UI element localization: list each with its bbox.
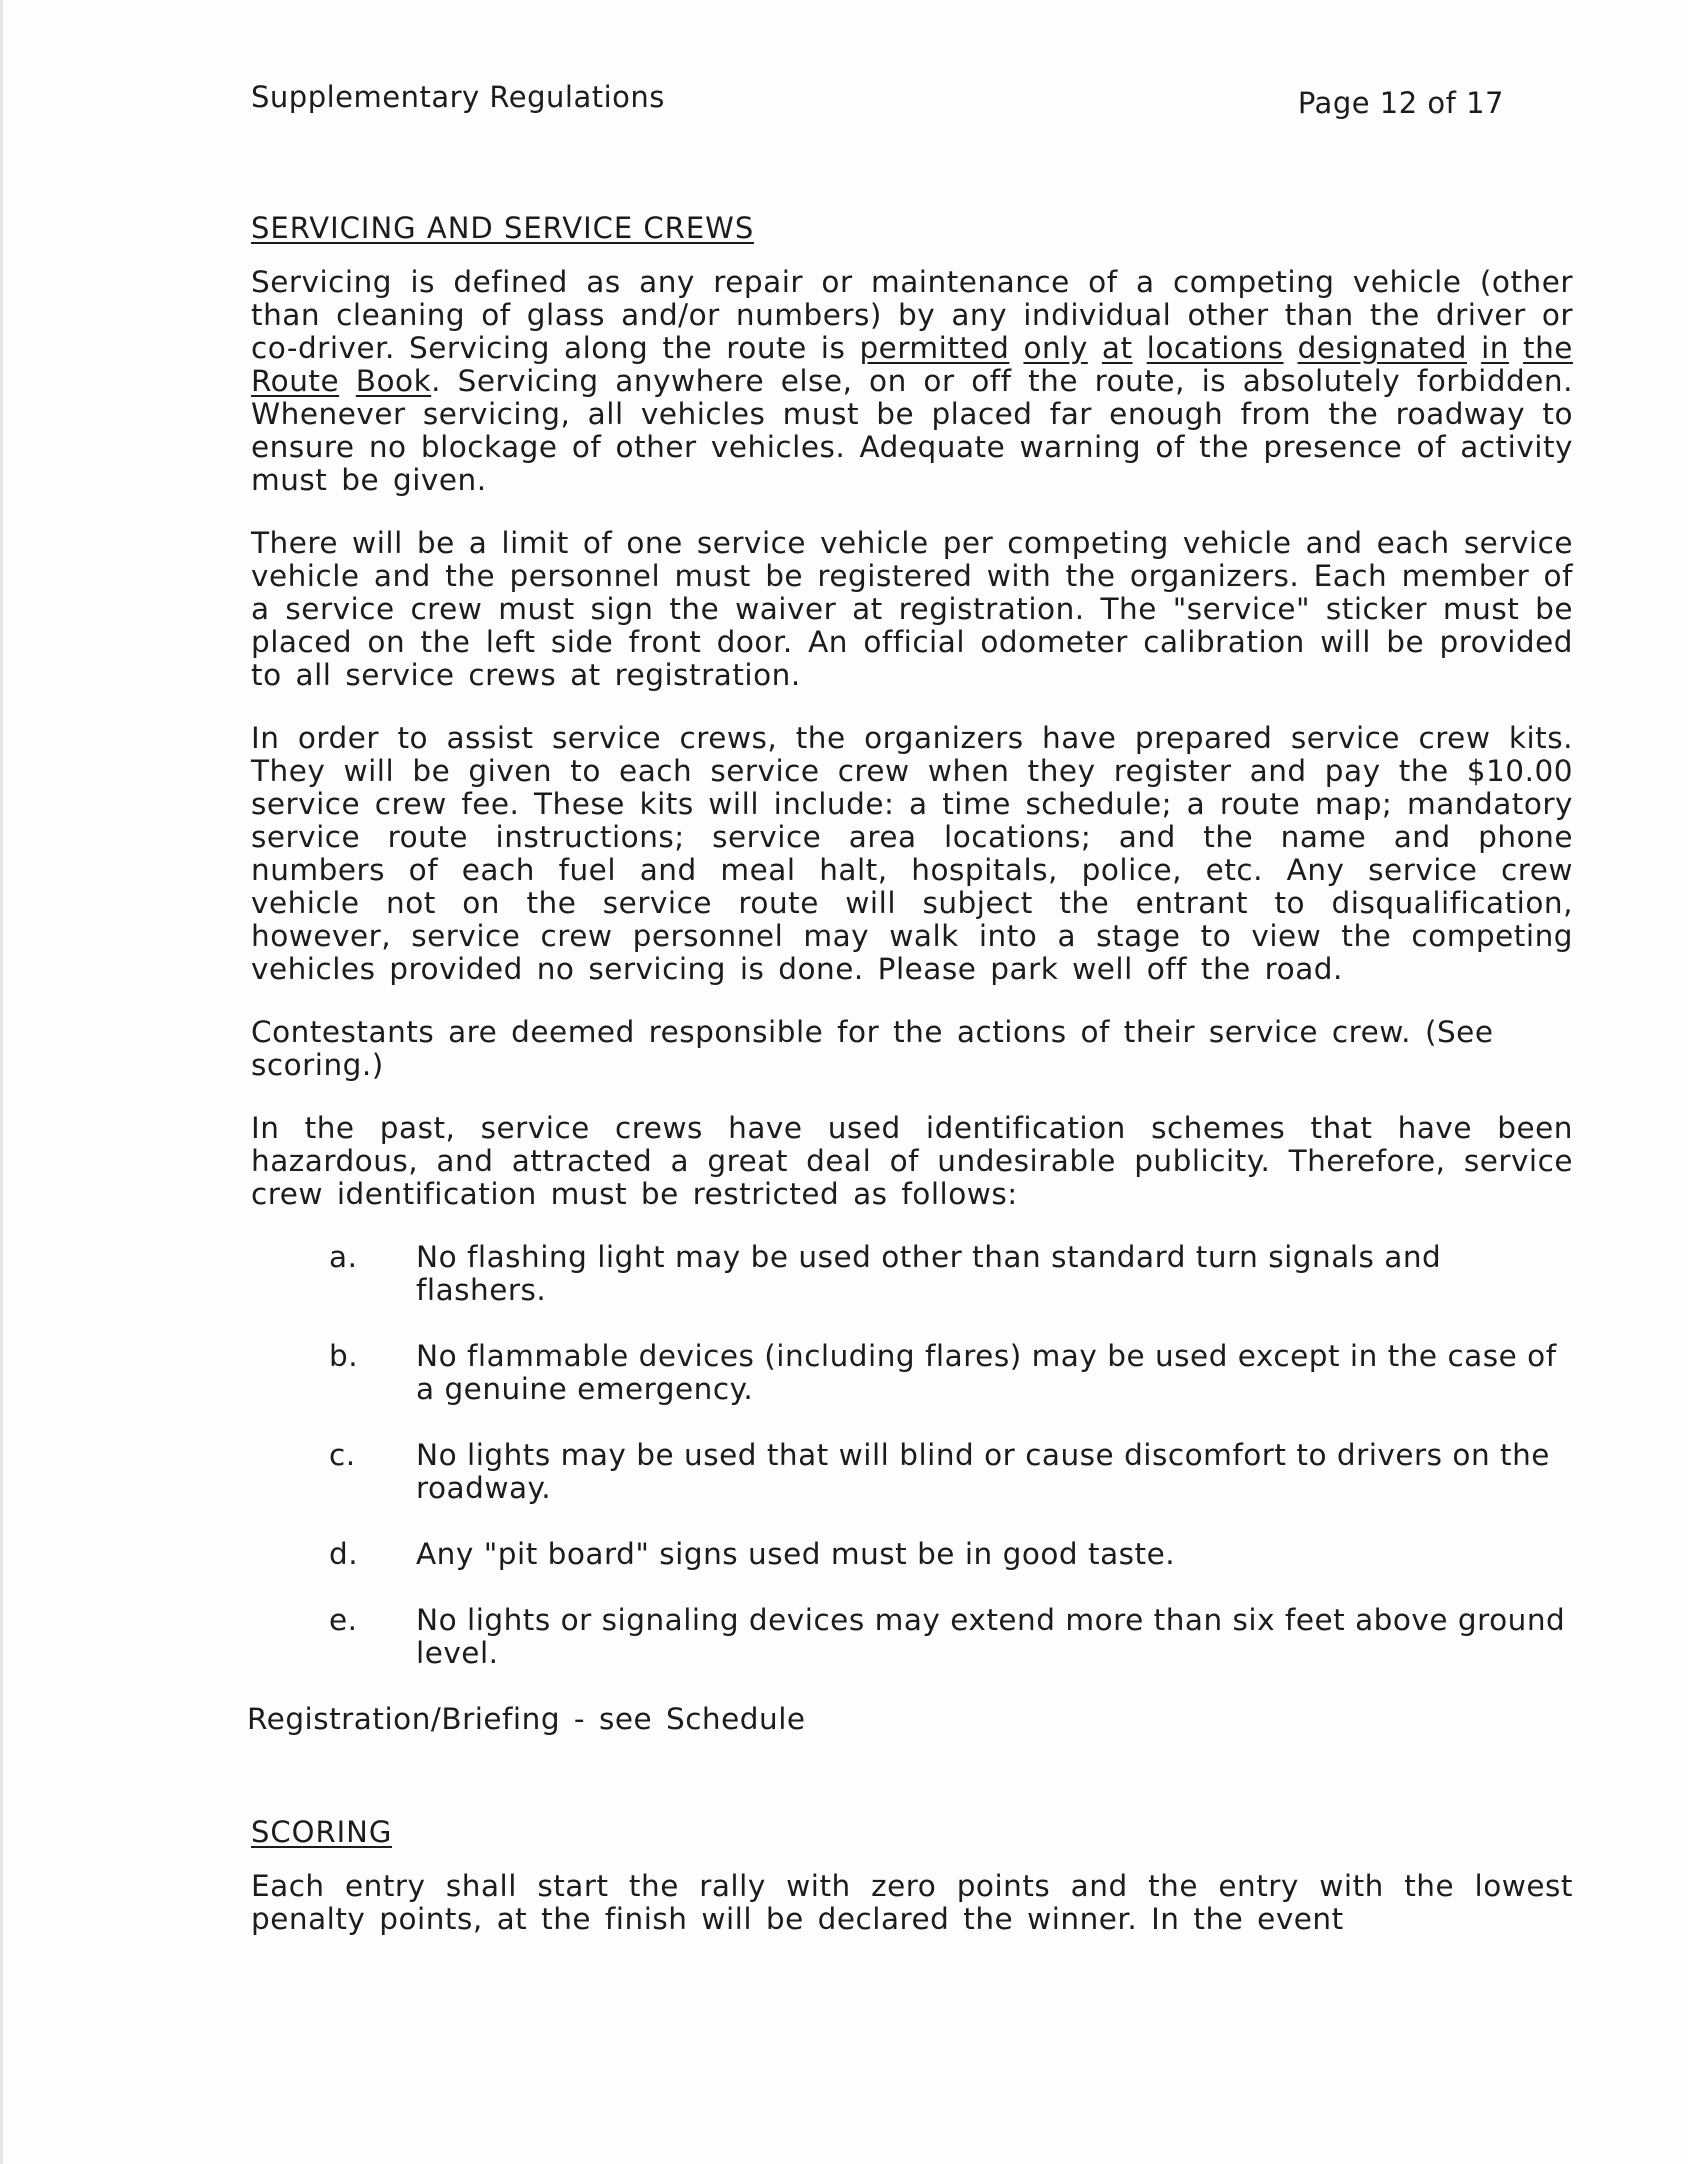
list-marker: b. <box>329 1339 359 1373</box>
list-marker: c. <box>329 1438 356 1472</box>
text-run: Servicing is defined as any repair or maintenance of a competing vehicle (other than cleaning of glass and/or numbers) by any individual other than the driver or co-driver. Servicing along the route is <box>251 265 1573 365</box>
servicing-definition-paragraph <box>251 266 1573 497</box>
list-item <box>329 1604 1573 1670</box>
scoring-paragraph: Each entry shall start the rally with zero points and the entry with the lowest penalty points, at the finish will be declared the winner. In the event <box>251 1869 1573 1936</box>
identification-restrictions-paragraph: In the past, service crews have used identification schemes that have been hazardous, and attracted a great deal of undesirable publicity. Therefore, service crew identification must be restricted as follows: <box>251 1111 1573 1211</box>
underlined-word: permitted <box>859 331 1010 365</box>
scoring-heading: SCORING <box>251 1815 393 1849</box>
list-item-text: No lights or signaling devices may extend more than six feet above ground level. <box>416 1603 1566 1670</box>
list-item <box>329 1538 1573 1571</box>
underlined-word: the <box>1523 331 1573 365</box>
restrictions-list <box>247 1241 1573 1670</box>
servicing-heading: SERVICING AND SERVICE CREWS <box>251 211 755 245</box>
list-item-text: No lights may be used that will blind or cause discomfort to drivers on the roadway. <box>416 1438 1550 1505</box>
page-content <box>247 212 1573 1966</box>
contestant-responsibility-paragraph: Contestants are deemed responsible for the actions of their service crew. (See scoring.) <box>251 1015 1494 1082</box>
list-item-text: No flammable devices (including flares) may be used except in the case of a genuine emergency. <box>416 1339 1557 1406</box>
underlined-word: Route <box>251 364 340 398</box>
service-crew-kits-paragraph: In order to assist service crews, the organizers have prepared service crew kits. They will be given to each service crew when they register and pay the $10.00 service crew fee. These kits will include: a time schedule; a route map; mandatory service route instructions; service area locations; and the name and phone numbers of each fuel and meal halt, hospitals, police, etc. Any service crew vehicle not on the service route will subject the entrant to disqualification, however, service crew personnel may walk into a stage to view the competing vehicles provided no servicing is done. Please park well off the road. <box>251 721 1573 986</box>
list-item <box>329 1340 1573 1406</box>
underlined-word: at <box>1101 331 1133 365</box>
text-run: . Servicing anywhere else, on or off the route, is absolutely forbidden. Whenever servicing, all vehicles must be placed far enough from the roadway to ensure no blockage of other vehicles. Adequate warning of the presence of activity must be given. <box>251 364 1573 497</box>
document-title: Supplementary Regulations <box>251 80 665 114</box>
list-item <box>329 1439 1573 1505</box>
list-item <box>329 1241 1573 1307</box>
underlined-word: locations <box>1146 331 1284 365</box>
list-marker: d. <box>329 1537 359 1571</box>
service-vehicle-limit-paragraph: There will be a limit of one service vehicle per competing vehicle and each service vehicle and the personnel must be registered with the organizers. Each member of a service crew must sign the waiver at registration. The "service" sticker must be placed on the left side front door. An official odometer calibration will be provided to all service crews at registration. <box>251 526 1573 692</box>
list-item-text: Any "pit board" signs used must be in good taste. <box>416 1537 1176 1571</box>
underlined-word: in <box>1481 331 1509 365</box>
underlined-word: only <box>1023 331 1088 365</box>
list-marker: e. <box>329 1603 358 1637</box>
list-item-text: No flashing light may be used other than standard turn signals and flashers. <box>416 1240 1442 1307</box>
page-number: Page 12 of 17 <box>1297 86 1504 120</box>
underlined-word: designated <box>1297 331 1467 365</box>
list-marker: a. <box>329 1240 358 1274</box>
underlined-word: Book <box>355 364 432 398</box>
registration-briefing-line: Registration/Briefing - see Schedule <box>247 1702 806 1736</box>
